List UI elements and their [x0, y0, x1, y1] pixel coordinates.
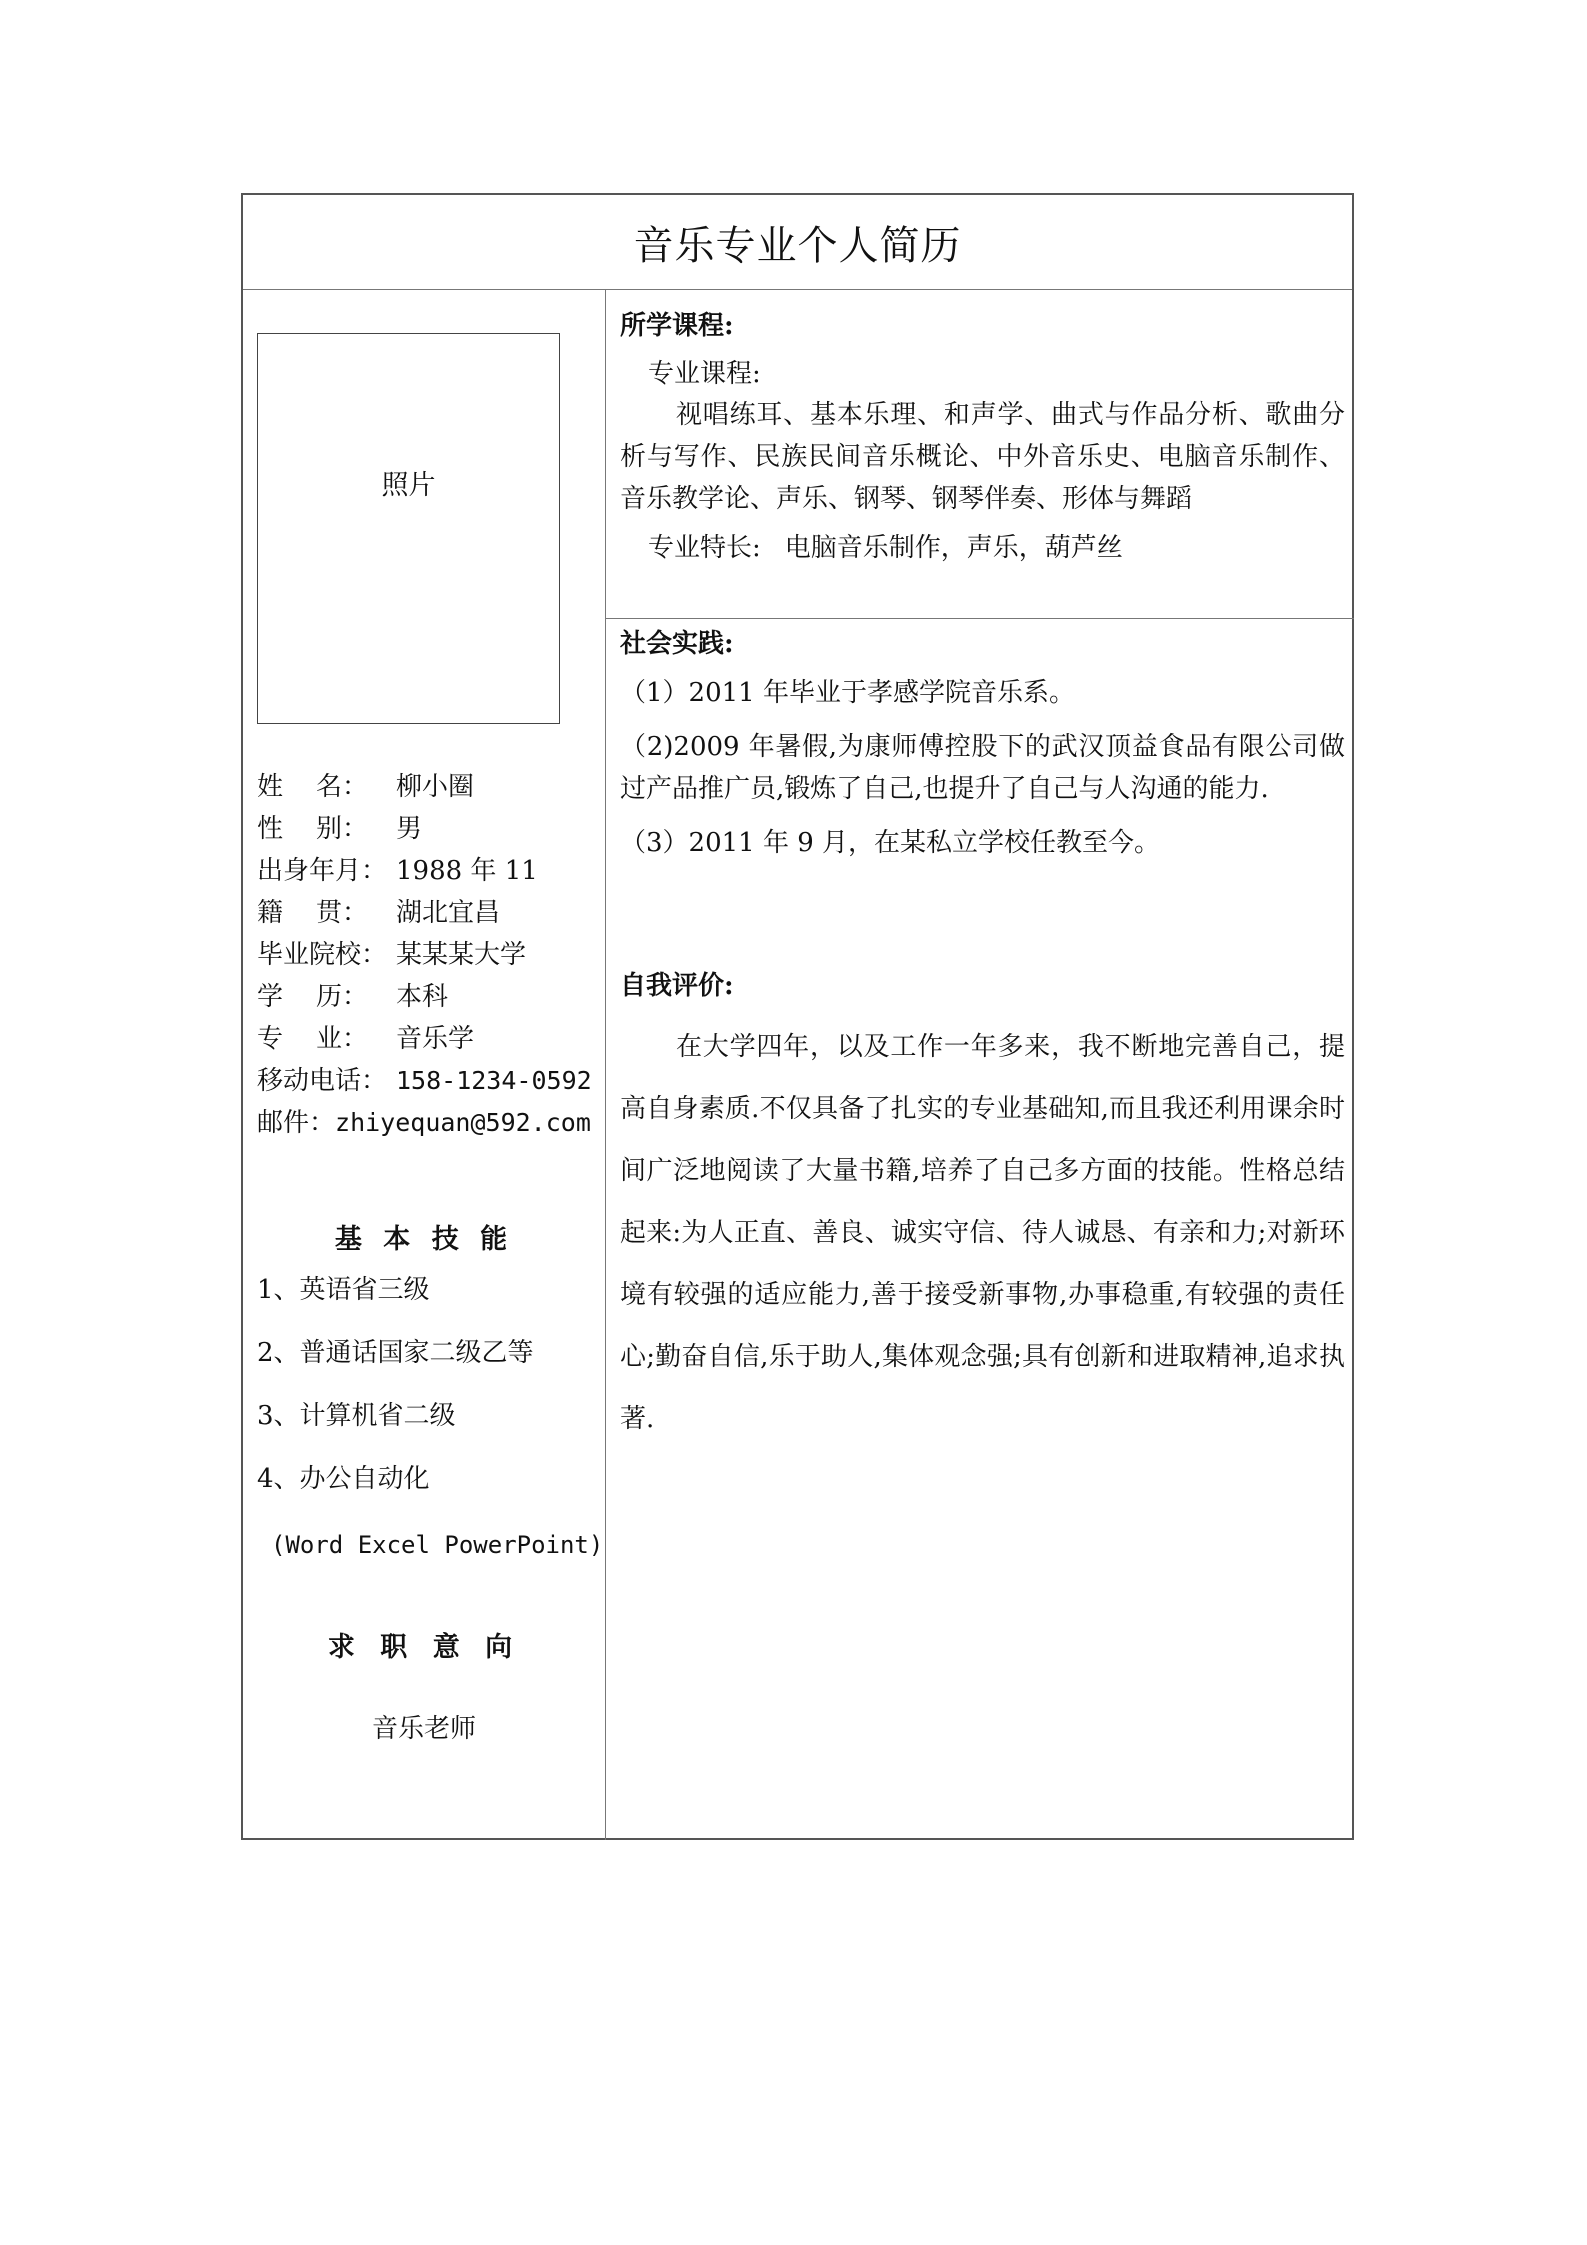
specialty-label: 专业特长: — [648, 533, 761, 563]
info-row-birth — [257, 850, 602, 892]
self-eval-text: 在大学四年，以及工作一年多来，我不断地完善自己，提高自身素质.不仅具备了扎实的专业基础知,而且我还利用课余时间广泛地阅读了大量书籍,培养了自己多方面的技能。性格总结起来:为人正直、善良、诚实守信、待人诚恳、有亲和力;对新环境有较强的适应能力,善于接受新事物,办事稳重,有较强的责任心;勤奋自信,乐于助人,集体观念强;具有创新和进取精神,追求执著. — [620, 1032, 1345, 1434]
info-label: 姓 名： — [257, 772, 369, 802]
practice-heading: 社会实践: — [620, 629, 734, 659]
courses-section — [620, 305, 1345, 568]
resume-table — [241, 193, 1354, 1840]
practice-item: （3）2011 年 9 月，在某私立学校任教至今。 — [620, 828, 1161, 858]
photo-placeholder — [257, 333, 560, 724]
info-value: 柳小圈 — [396, 772, 475, 802]
info-row-email — [257, 1102, 602, 1144]
specialty-value: 电脑音乐制作，声乐，葫芦丝 — [784, 533, 1123, 563]
info-value: 158-1234-0592 — [396, 1066, 592, 1095]
info-label: 出身年月： — [257, 856, 388, 886]
info-row-gender — [257, 808, 602, 850]
info-value: 1988 年 11 — [396, 856, 538, 886]
practice-item: （1）2011 年毕业于孝感学院音乐系。 — [620, 678, 1075, 708]
info-label: 学 历： — [257, 982, 369, 1012]
practice-item: （2)2009 年暑假,为康师傅控股下的武汉顶益食品有限公司做过产品推广员,锻炼了自己,也提升了自己与人沟通的能力. — [620, 732, 1345, 804]
info-row-education — [257, 976, 602, 1018]
info-label: 籍 贯： — [257, 898, 369, 928]
photo-label: 照片 — [381, 470, 436, 501]
self-eval-section — [620, 965, 1345, 1450]
info-value: 某某某大学 — [396, 940, 527, 970]
info-value: 本科 — [396, 982, 449, 1012]
info-row-phone — [257, 1060, 602, 1102]
info-label: 毕业院校： — [257, 940, 388, 970]
courses-list: 视唱练耳、基本乐理、和声学、曲式与作品分析、歌曲分析与写作、民族民间音乐概论、中外音乐史、电脑音乐制作、音乐教学论、声乐、钢琴、钢琴伴奏、形体与舞蹈 — [620, 400, 1345, 514]
courses-sub-label: 专业课程: — [648, 359, 761, 389]
skill-sub-item: (Word Excel PowerPoint) — [271, 1531, 604, 1559]
specialty-row — [620, 528, 1345, 568]
info-label: 移动电话： — [257, 1066, 388, 1096]
row-divider — [606, 618, 1354, 619]
info-label: 性 别： — [257, 814, 369, 844]
info-row-hometown — [257, 892, 602, 934]
info-value: 男 — [396, 814, 423, 844]
skill-item: 3、计算机省二级 — [257, 1401, 456, 1431]
courses-heading: 所学课程: — [620, 311, 734, 341]
info-row-school — [257, 934, 602, 976]
skills-list — [257, 1275, 602, 1527]
personal-info — [257, 766, 602, 1144]
intent-heading: 求 职 意 向 — [327, 1632, 521, 1663]
skills-heading: 基 本 技 能 — [334, 1224, 514, 1255]
practice-section — [620, 623, 1345, 864]
skill-item: 4、办公自动化 — [257, 1464, 430, 1494]
info-value: 音乐学 — [396, 1024, 475, 1054]
column-divider — [605, 290, 606, 1840]
info-value: zhiyequan@592.com — [335, 1108, 591, 1137]
info-row-major — [257, 1018, 602, 1060]
info-label: 专 业： — [257, 1024, 369, 1054]
skill-item: 1、英语省三级 — [257, 1275, 430, 1305]
intent-value: 音乐老师 — [371, 1714, 476, 1744]
info-row-name — [257, 766, 602, 808]
info-label: 邮件： — [257, 1108, 336, 1138]
skill-item: 2、普通话国家二级乙等 — [257, 1338, 534, 1368]
resume-title: 音乐专业个人简历 — [243, 195, 1352, 290]
self-eval-heading: 自我评价: — [620, 971, 734, 1001]
info-value: 湖北宜昌 — [396, 898, 501, 928]
